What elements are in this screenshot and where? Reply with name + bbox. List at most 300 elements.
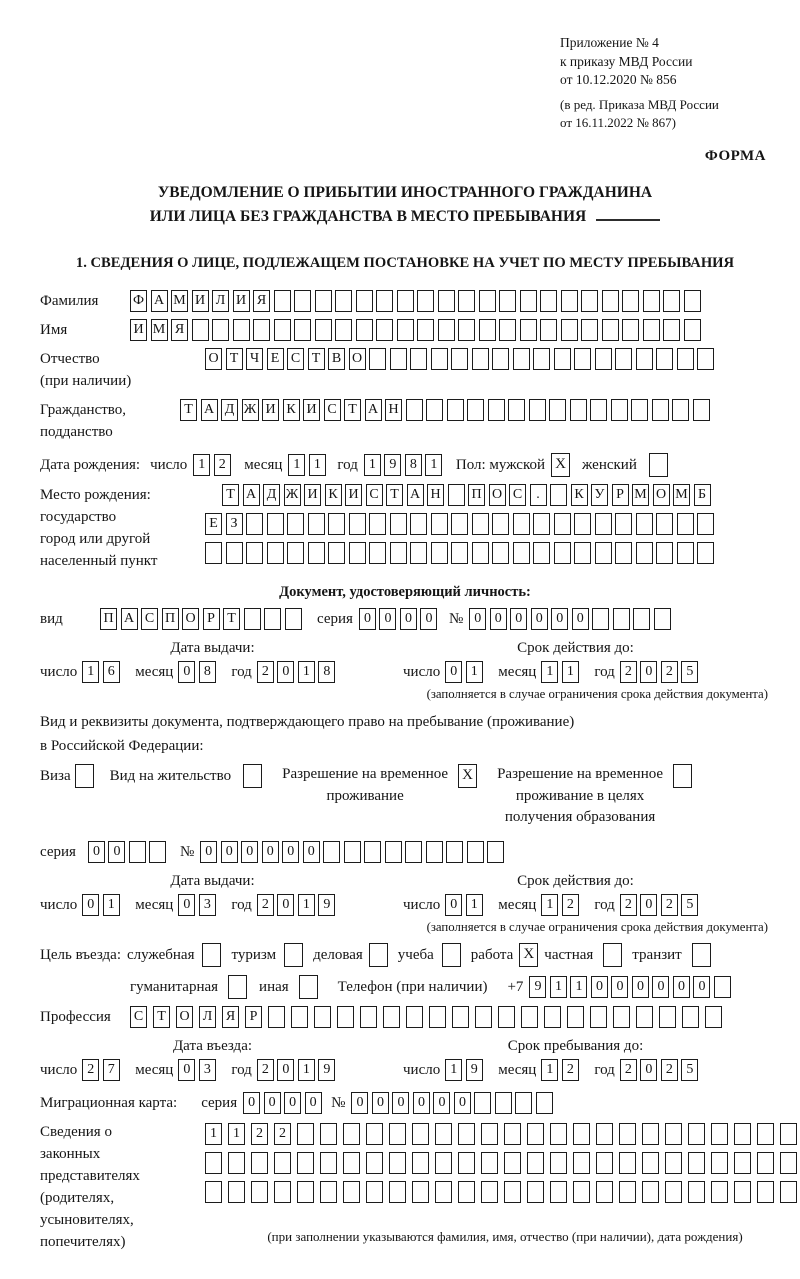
char-cell[interactable]	[205, 542, 222, 564]
char-cell[interactable]	[615, 542, 632, 564]
char-cell[interactable]	[323, 841, 340, 863]
char-cell[interactable]	[611, 399, 628, 421]
char-cell[interactable]	[451, 542, 468, 564]
char-cell[interactable]	[780, 1181, 797, 1203]
char-cell[interactable]: 2	[257, 661, 274, 683]
char-cell[interactable]: Т	[386, 484, 403, 506]
char-cell[interactable]	[246, 542, 263, 564]
char-cell[interactable]	[426, 399, 443, 421]
char-cell[interactable]: 0	[392, 1092, 409, 1114]
char-cell[interactable]	[315, 319, 332, 341]
char-cell[interactable]	[451, 348, 468, 370]
char-cell[interactable]	[267, 513, 284, 535]
char-cell[interactable]	[711, 1152, 728, 1174]
char-cell[interactable]	[656, 348, 673, 370]
char-cell[interactable]	[527, 1181, 544, 1203]
char-cell[interactable]	[285, 608, 302, 630]
char-cell[interactable]: 1	[570, 976, 587, 998]
char-cell[interactable]: Р	[245, 1006, 262, 1028]
char-cell[interactable]: А	[201, 399, 218, 421]
char-cell[interactable]	[435, 1152, 452, 1174]
char-cell[interactable]	[205, 1152, 222, 1174]
char-cell[interactable]: 0	[277, 1059, 294, 1081]
char-cell[interactable]: 2	[620, 894, 637, 916]
char-cell[interactable]	[458, 290, 475, 312]
char-cell[interactable]: И	[262, 399, 279, 421]
char-cell[interactable]	[431, 542, 448, 564]
char-cell[interactable]	[549, 399, 566, 421]
char-cell[interactable]	[677, 542, 694, 564]
char-cell[interactable]: 0	[303, 841, 320, 863]
char-cell[interactable]	[314, 1006, 331, 1028]
char-cell[interactable]	[592, 608, 609, 630]
char-cell[interactable]	[226, 542, 243, 564]
char-cell[interactable]	[619, 1181, 636, 1203]
char-cell[interactable]	[487, 841, 504, 863]
char-cell[interactable]	[492, 513, 509, 535]
char-cell[interactable]	[590, 1006, 607, 1028]
char-cell[interactable]	[479, 319, 496, 341]
char-cell[interactable]	[780, 1152, 797, 1174]
residence-permit-checkbox[interactable]	[243, 764, 262, 788]
char-cell[interactable]	[492, 542, 509, 564]
char-cell[interactable]: С	[130, 1006, 147, 1028]
char-cell[interactable]: 0	[640, 661, 657, 683]
char-cell[interactable]	[446, 841, 463, 863]
char-cell[interactable]	[406, 399, 423, 421]
char-cell[interactable]: 0	[652, 976, 669, 998]
char-cell[interactable]: 2	[274, 1123, 291, 1145]
char-cell[interactable]	[274, 1152, 291, 1174]
char-cell[interactable]	[475, 1006, 492, 1028]
char-cell[interactable]	[294, 319, 311, 341]
char-cell[interactable]: И	[233, 290, 250, 312]
char-cell[interactable]	[527, 1152, 544, 1174]
char-cell[interactable]	[335, 290, 352, 312]
char-cell[interactable]	[714, 976, 731, 998]
char-cell[interactable]: И	[304, 484, 321, 506]
char-cell[interactable]	[228, 1152, 245, 1174]
char-cell[interactable]: 9	[318, 1059, 335, 1081]
char-cell[interactable]: 0	[400, 608, 417, 630]
char-cell[interactable]	[504, 1181, 521, 1203]
char-cell[interactable]	[636, 1006, 653, 1028]
char-cell[interactable]	[410, 513, 427, 535]
char-cell[interactable]	[308, 542, 325, 564]
char-cell[interactable]	[360, 1006, 377, 1028]
char-cell[interactable]: 3	[199, 1059, 216, 1081]
char-cell[interactable]	[529, 399, 546, 421]
char-cell[interactable]: 0	[277, 661, 294, 683]
char-cell[interactable]	[397, 319, 414, 341]
char-cell[interactable]	[508, 399, 525, 421]
char-cell[interactable]	[590, 399, 607, 421]
char-cell[interactable]: О	[489, 484, 506, 506]
purpose-other-checkbox[interactable]	[299, 975, 318, 999]
char-cell[interactable]: Я	[171, 319, 188, 341]
char-cell[interactable]: 9	[384, 454, 401, 476]
char-cell[interactable]	[665, 1123, 682, 1145]
char-cell[interactable]	[389, 1123, 406, 1145]
char-cell[interactable]	[448, 484, 465, 506]
char-cell[interactable]	[264, 608, 281, 630]
char-cell[interactable]	[297, 1152, 314, 1174]
char-cell[interactable]: 0	[551, 608, 568, 630]
visa-checkbox[interactable]	[75, 764, 94, 788]
char-cell[interactable]: П	[162, 608, 179, 630]
char-cell[interactable]	[412, 1123, 429, 1145]
char-cell[interactable]	[550, 1123, 567, 1145]
char-cell[interactable]	[435, 1181, 452, 1203]
char-cell[interactable]	[734, 1181, 751, 1203]
char-cell[interactable]: Б	[694, 484, 711, 506]
char-cell[interactable]	[697, 542, 714, 564]
char-cell[interactable]	[451, 513, 468, 535]
char-cell[interactable]	[636, 348, 653, 370]
char-cell[interactable]: И	[130, 319, 147, 341]
char-cell[interactable]: С	[366, 484, 383, 506]
char-cell[interactable]	[488, 399, 505, 421]
char-cell[interactable]	[688, 1181, 705, 1203]
char-cell[interactable]	[619, 1123, 636, 1145]
char-cell[interactable]: .	[530, 484, 547, 506]
char-cell[interactable]: Т	[153, 1006, 170, 1028]
char-cell[interactable]	[757, 1152, 774, 1174]
char-cell[interactable]	[458, 1152, 475, 1174]
char-cell[interactable]: 0	[282, 841, 299, 863]
char-cell[interactable]: О	[176, 1006, 193, 1028]
char-cell[interactable]	[656, 513, 673, 535]
char-cell[interactable]	[596, 1181, 613, 1203]
char-cell[interactable]	[274, 319, 291, 341]
char-cell[interactable]: Д	[263, 484, 280, 506]
char-cell[interactable]: 1	[298, 894, 315, 916]
char-cell[interactable]: 2	[251, 1123, 268, 1145]
char-cell[interactable]: Т	[344, 399, 361, 421]
char-cell[interactable]: Н	[427, 484, 444, 506]
char-cell[interactable]: 5	[681, 661, 698, 683]
char-cell[interactable]	[452, 1006, 469, 1028]
char-cell[interactable]: Р	[612, 484, 629, 506]
char-cell[interactable]	[343, 1181, 360, 1203]
char-cell[interactable]	[397, 290, 414, 312]
char-cell[interactable]	[343, 1152, 360, 1174]
char-cell[interactable]	[315, 290, 332, 312]
char-cell[interactable]	[328, 542, 345, 564]
char-cell[interactable]	[682, 1006, 699, 1028]
char-cell[interactable]	[438, 319, 455, 341]
char-cell[interactable]	[389, 1152, 406, 1174]
char-cell[interactable]	[426, 841, 443, 863]
char-cell[interactable]: А	[365, 399, 382, 421]
char-cell[interactable]: 5	[681, 1059, 698, 1081]
char-cell[interactable]	[636, 542, 653, 564]
char-cell[interactable]	[665, 1181, 682, 1203]
char-cell[interactable]	[376, 290, 393, 312]
char-cell[interactable]: 0	[178, 661, 195, 683]
char-cell[interactable]	[554, 348, 571, 370]
char-cell[interactable]	[536, 1092, 553, 1114]
char-cell[interactable]	[550, 1181, 567, 1203]
char-cell[interactable]	[467, 841, 484, 863]
char-cell[interactable]	[633, 608, 650, 630]
char-cell[interactable]	[376, 319, 393, 341]
char-cell[interactable]	[308, 513, 325, 535]
char-cell[interactable]: 2	[257, 1059, 274, 1081]
char-cell[interactable]: 0	[572, 608, 589, 630]
char-cell[interactable]	[677, 348, 694, 370]
char-cell[interactable]: 1	[228, 1123, 245, 1145]
char-cell[interactable]	[481, 1123, 498, 1145]
char-cell[interactable]: 1	[425, 454, 442, 476]
char-cell[interactable]: Е	[267, 348, 284, 370]
char-cell[interactable]: Ф	[130, 290, 147, 312]
char-cell[interactable]	[472, 542, 489, 564]
char-cell[interactable]	[320, 1123, 337, 1145]
char-cell[interactable]: 1	[550, 976, 567, 998]
char-cell[interactable]	[734, 1152, 751, 1174]
char-cell[interactable]	[581, 319, 598, 341]
char-cell[interactable]	[642, 1181, 659, 1203]
char-cell[interactable]	[274, 290, 291, 312]
char-cell[interactable]: 0	[611, 976, 628, 998]
char-cell[interactable]	[561, 319, 578, 341]
purpose-official-checkbox[interactable]	[202, 943, 221, 967]
char-cell[interactable]	[504, 1123, 521, 1145]
char-cell[interactable]: 0	[673, 976, 690, 998]
char-cell[interactable]: 0	[445, 661, 462, 683]
char-cell[interactable]	[642, 1152, 659, 1174]
char-cell[interactable]: 0	[262, 841, 279, 863]
char-cell[interactable]: 0	[469, 608, 486, 630]
char-cell[interactable]: 1	[541, 894, 558, 916]
char-cell[interactable]: 0	[640, 894, 657, 916]
char-cell[interactable]	[622, 290, 639, 312]
char-cell[interactable]	[595, 542, 612, 564]
char-cell[interactable]: А	[407, 484, 424, 506]
char-cell[interactable]	[431, 513, 448, 535]
char-cell[interactable]	[297, 1123, 314, 1145]
char-cell[interactable]	[656, 542, 673, 564]
char-cell[interactable]	[495, 1092, 512, 1114]
char-cell[interactable]: 0	[510, 608, 527, 630]
char-cell[interactable]	[693, 399, 710, 421]
char-cell[interactable]	[472, 513, 489, 535]
char-cell[interactable]: М	[171, 290, 188, 312]
char-cell[interactable]	[467, 399, 484, 421]
char-cell[interactable]	[615, 348, 632, 370]
char-cell[interactable]	[369, 513, 386, 535]
char-cell[interactable]	[349, 542, 366, 564]
char-cell[interactable]	[337, 1006, 354, 1028]
char-cell[interactable]: О	[349, 348, 366, 370]
char-cell[interactable]	[663, 319, 680, 341]
char-cell[interactable]: Ч	[246, 348, 263, 370]
char-cell[interactable]	[233, 319, 250, 341]
char-cell[interactable]: 2	[257, 894, 274, 916]
char-cell[interactable]	[595, 348, 612, 370]
char-cell[interactable]	[410, 348, 427, 370]
char-cell[interactable]	[383, 1006, 400, 1028]
char-cell[interactable]: К	[283, 399, 300, 421]
char-cell[interactable]: 0	[178, 1059, 195, 1081]
char-cell[interactable]: 0	[82, 894, 99, 916]
char-cell[interactable]: О	[182, 608, 199, 630]
char-cell[interactable]	[697, 513, 714, 535]
char-cell[interactable]: 0	[433, 1092, 450, 1114]
char-cell[interactable]	[366, 1152, 383, 1174]
char-cell[interactable]	[613, 1006, 630, 1028]
purpose-work-checkbox[interactable]: X	[519, 943, 538, 967]
char-cell[interactable]: С	[141, 608, 158, 630]
char-cell[interactable]	[192, 319, 209, 341]
temp-residence-permit-checkbox[interactable]: X	[458, 764, 477, 788]
char-cell[interactable]	[533, 513, 550, 535]
char-cell[interactable]	[412, 1152, 429, 1174]
char-cell[interactable]: 1	[445, 1059, 462, 1081]
char-cell[interactable]	[581, 290, 598, 312]
char-cell[interactable]	[320, 1152, 337, 1174]
char-cell[interactable]	[369, 542, 386, 564]
sex-male-checkbox[interactable]: X	[551, 453, 570, 477]
char-cell[interactable]	[567, 1006, 584, 1028]
char-cell[interactable]	[540, 319, 557, 341]
char-cell[interactable]	[711, 1123, 728, 1145]
char-cell[interactable]: 2	[661, 894, 678, 916]
char-cell[interactable]	[287, 513, 304, 535]
char-cell[interactable]: 0	[200, 841, 217, 863]
char-cell[interactable]	[595, 513, 612, 535]
char-cell[interactable]	[406, 1006, 423, 1028]
char-cell[interactable]	[757, 1123, 774, 1145]
char-cell[interactable]: 0	[88, 841, 105, 863]
char-cell[interactable]	[499, 319, 516, 341]
char-cell[interactable]	[274, 1181, 291, 1203]
char-cell[interactable]: И	[303, 399, 320, 421]
char-cell[interactable]	[573, 1123, 590, 1145]
char-cell[interactable]: П	[100, 608, 117, 630]
char-cell[interactable]: 0	[445, 894, 462, 916]
char-cell[interactable]: 0	[420, 608, 437, 630]
char-cell[interactable]	[574, 542, 591, 564]
char-cell[interactable]: 2	[620, 661, 637, 683]
char-cell[interactable]	[479, 290, 496, 312]
char-cell[interactable]	[573, 1152, 590, 1174]
char-cell[interactable]: 1	[288, 454, 305, 476]
char-cell[interactable]: 0	[264, 1092, 281, 1114]
purpose-transit-checkbox[interactable]	[692, 943, 711, 967]
char-cell[interactable]: В	[328, 348, 345, 370]
char-cell[interactable]: Л	[212, 290, 229, 312]
char-cell[interactable]	[267, 542, 284, 564]
char-cell[interactable]	[251, 1181, 268, 1203]
char-cell[interactable]	[602, 290, 619, 312]
char-cell[interactable]: 1	[541, 661, 558, 683]
char-cell[interactable]	[613, 608, 630, 630]
char-cell[interactable]	[287, 542, 304, 564]
char-cell[interactable]	[596, 1152, 613, 1174]
char-cell[interactable]: Т	[180, 399, 197, 421]
char-cell[interactable]	[390, 542, 407, 564]
char-cell[interactable]	[474, 1092, 491, 1114]
char-cell[interactable]	[672, 399, 689, 421]
char-cell[interactable]	[212, 319, 229, 341]
char-cell[interactable]	[643, 290, 660, 312]
char-cell[interactable]: 1	[205, 1123, 222, 1145]
char-cell[interactable]	[253, 319, 270, 341]
char-cell[interactable]: 0	[454, 1092, 471, 1114]
char-cell[interactable]	[684, 290, 701, 312]
char-cell[interactable]	[129, 841, 146, 863]
char-cell[interactable]: 5	[681, 894, 698, 916]
char-cell[interactable]	[390, 513, 407, 535]
char-cell[interactable]: 0	[490, 608, 507, 630]
char-cell[interactable]: 0	[359, 608, 376, 630]
char-cell[interactable]: Т	[222, 484, 239, 506]
char-cell[interactable]	[498, 1006, 515, 1028]
char-cell[interactable]: 0	[632, 976, 649, 998]
char-cell[interactable]	[654, 608, 671, 630]
char-cell[interactable]	[366, 1181, 383, 1203]
char-cell[interactable]: 0	[241, 841, 258, 863]
char-cell[interactable]: С	[509, 484, 526, 506]
char-cell[interactable]	[520, 290, 537, 312]
char-cell[interactable]: Я	[222, 1006, 239, 1028]
char-cell[interactable]	[205, 1181, 222, 1203]
char-cell[interactable]	[573, 1181, 590, 1203]
char-cell[interactable]	[554, 513, 571, 535]
char-cell[interactable]	[688, 1152, 705, 1174]
char-cell[interactable]: 1	[541, 1059, 558, 1081]
char-cell[interactable]	[389, 1181, 406, 1203]
char-cell[interactable]: 8	[199, 661, 216, 683]
char-cell[interactable]	[481, 1152, 498, 1174]
char-cell[interactable]: О	[205, 348, 222, 370]
char-cell[interactable]	[385, 841, 402, 863]
purpose-study-checkbox[interactable]	[442, 943, 461, 967]
char-cell[interactable]	[458, 1123, 475, 1145]
purpose-tourism-checkbox[interactable]	[284, 943, 303, 967]
char-cell[interactable]: 9	[318, 894, 335, 916]
char-cell[interactable]	[757, 1181, 774, 1203]
char-cell[interactable]	[619, 1152, 636, 1174]
char-cell[interactable]: 3	[199, 894, 216, 916]
char-cell[interactable]	[438, 290, 455, 312]
char-cell[interactable]: 1	[309, 454, 326, 476]
char-cell[interactable]: И	[192, 290, 209, 312]
char-cell[interactable]: 1	[562, 661, 579, 683]
char-cell[interactable]	[642, 1123, 659, 1145]
char-cell[interactable]: О	[653, 484, 670, 506]
char-cell[interactable]: 2	[562, 1059, 579, 1081]
char-cell[interactable]: 2	[661, 1059, 678, 1081]
char-cell[interactable]	[652, 399, 669, 421]
char-cell[interactable]: М	[673, 484, 690, 506]
char-cell[interactable]: К	[571, 484, 588, 506]
char-cell[interactable]: К	[325, 484, 342, 506]
char-cell[interactable]: 0	[221, 841, 238, 863]
char-cell[interactable]: А	[243, 484, 260, 506]
char-cell[interactable]: 9	[466, 1059, 483, 1081]
char-cell[interactable]	[663, 290, 680, 312]
char-cell[interactable]: 0	[277, 894, 294, 916]
char-cell[interactable]	[684, 319, 701, 341]
char-cell[interactable]	[631, 399, 648, 421]
char-cell[interactable]: С	[324, 399, 341, 421]
char-cell[interactable]: 7	[103, 1059, 120, 1081]
char-cell[interactable]	[513, 513, 530, 535]
char-cell[interactable]	[677, 513, 694, 535]
